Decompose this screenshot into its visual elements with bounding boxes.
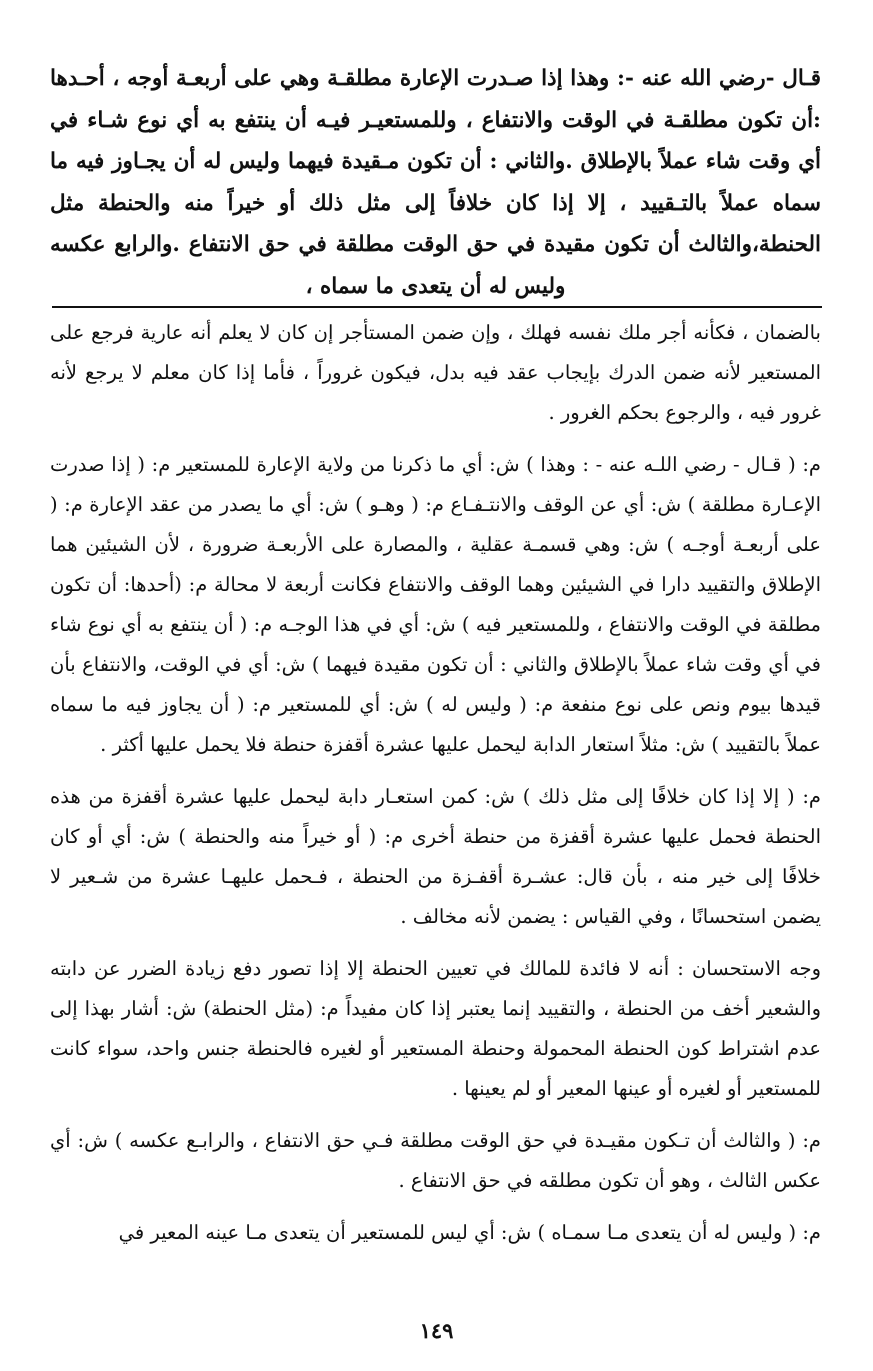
commentary-paragraph: م: ( إلا إذا كان خلافًا إلى مثل ذلك ) ش: كمن استعـار دابة ليحمل عليها عشرة أقفزة من هذه الحنطة فحمل عليها عشرة أقفزة من حنطة أخرى م: ( أو خيراً منه والحنطة ) ش: أي أو كان خلافًا إلى خير منه ، بأن قال: عشـرة أقفـزة من الحنطة ، فـحمل عليهـا عشرة من شـعير لا يضمن استحسانًا ، وفي القياس : يضمن لأنه مخالف . [50, 785, 821, 928]
commentary-paragraph: م: ( وليس له أن يتعدى مـا سمـاه ) ش: أي ليس للمستعير أن يتعدى مـا عينه المعير في [118, 1221, 821, 1244]
commentary-paragraph: وجه الاستحسان : أنه لا فائدة للمالك في تعيين الحنطة إلا إذا تصور دفع زيادة الضرر عن دابته والشعير أخف من الحنطة ، والتقييد إنما يعتبر إذا كان مفيداً م: (مثل الحنطة) ش: أشار بهذا إلى عدم اشتراط كون الحنطة المحمولة وحنطة المستعير أو لغيره فالحنطة جنس واحد، سواء كانت للمستعير أو لغيره أو عينها المعير أو لم يعينها . [50, 957, 821, 1100]
page-number: ١٤٩ [419, 1318, 454, 1343]
commentary-paragraph: م: ( والثالث أن تـكون مقيـدة في حق الوقت مطلقة فـي حق الانتفاع ، والرابـع عكسه ) ش: أي عكس الثالث ، وهو أن تكون مطلقه في حق الانتفاع . [50, 1129, 821, 1192]
main-text-matn: قـال -رضي الله عنه -: وهذا إذا صـدرت الإعارة مطلقـة وهي على أربعـة أوجه ، أحـدها :أن تكون مطلقـة في الوقت والانتفاع ، وللمستعيـر فيـه أن ينتفع به أي نوع شـاء في أي وقت شاء عملاً بالإطلاق .والثاني : أن تكون مـقيدة فيهما وليس له أن يجـاوز فيه ما سماه عملاً بالتـقييد ، إلا إذا كان خلافاً إلى مثل ذلك أو خيراً منه والحنطة مثل الحنطة،والثالث أن تكون مقيدة في حق الوقت مطلقة في حق الانتفاع .والرابع عكسه وليس له أن يتعدى ما سماه ، [50, 66, 821, 299]
commentary-paragraph: بالضمان ، فكأنه أجر ملك نفسه فهلك ، وإن ضمن المستأجر إن كان لا يعلم أنه عارية فرجع على المستعير لأنه ضمن الدرك بإيجاب عقد فيه بدل، فيكون غروراً ، فأما إذا كان معلم لا يرجع لأنه غرور فيه ، والرجوع بحكم الغرور . [50, 321, 821, 424]
commentary-sharh [50, 313, 821, 1253]
commentary-paragraph: م: ( قـال - رضي اللـه عنه - : وهذا ) ش: أي ما ذكرنا من ولاية الإعارة للمستعير م: ( إذا صدرت الإعـارة مطلقة ) ش: أي عن الوقف والانتـفـاع م: ( وهـو ) ش: أي ما يصدر من عقد الإعارة م: ( على أربعـة أوجـه ) ش: وهي قسمـة عقلية ، والمصارة على الأربعـة ضرورة ، لأن الشيئين هما الإطلاق والتقييد دارا في الشيئين وهما الوقف والانتفاع فكانت أربعة لا محالة م: (أحدها: أن تكون مطلقة في الوقت والانتفاع ، وللمستعير فيه ) ش: أي في هذا الوجـه م: ( أن ينتفع به أي نوع شاء في أي وقت شاء عملاً بالإطلاق والثاني : أن تكون مقيدة فيهما ) ش: أي في الوقت، والانتفاع بأن قيدها بيوم ونص على نوع منفعة م: ( وليس له ) ش: أي للمستعير م: ( أن يجاوز فيه ما سماه عملاً بالتقييد ) ش: مثلاً استعار الدابة ليحمل عليها عشرة أقفزة حنطة فلا يحمل عليها أكثر . [50, 453, 821, 756]
separator-rule [52, 306, 822, 308]
